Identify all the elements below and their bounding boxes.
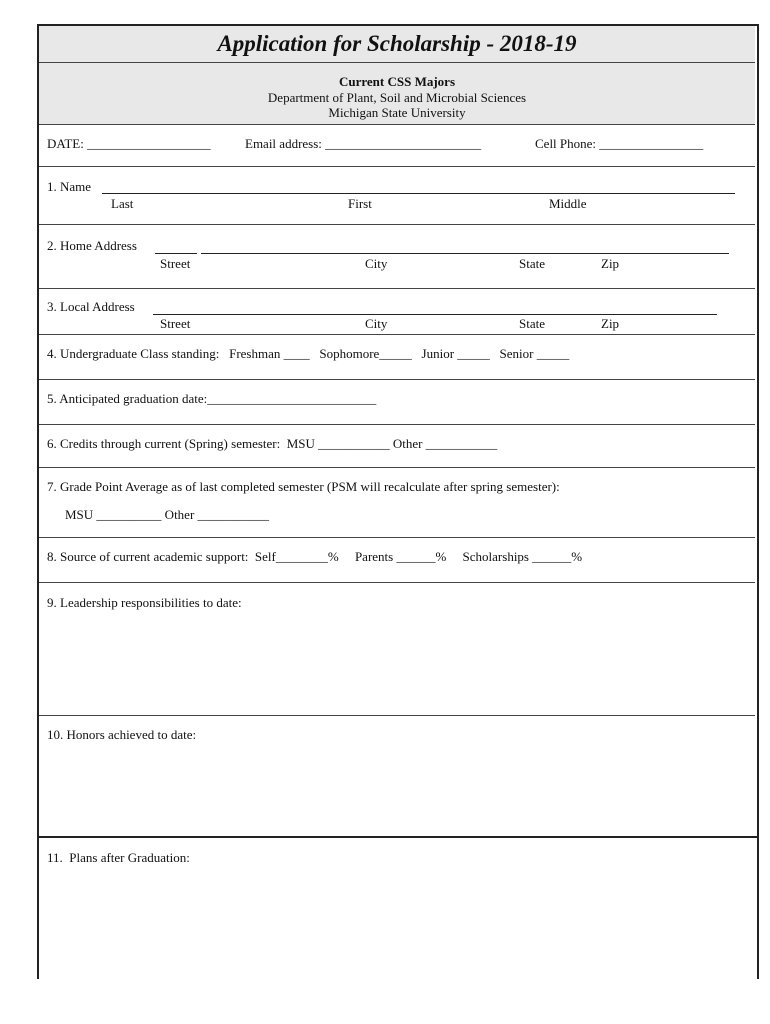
home-address-label: 2. Home Address: [47, 238, 137, 253]
name-input-line[interactable]: [102, 193, 735, 194]
graduation-date-row: [39, 380, 755, 425]
honors-row[interactable]: [39, 716, 755, 834]
scholarship-application-form: [37, 24, 757, 979]
local-address-row: [39, 289, 755, 335]
credits-row: [39, 425, 755, 468]
local-state-caption: State: [519, 316, 545, 331]
plans-label: 11. Plans after Graduation:: [47, 850, 190, 865]
home-zip-caption: Zip: [601, 256, 620, 271]
name-last-caption: Last: [111, 196, 134, 211]
leadership-row[interactable]: [39, 583, 755, 716]
honors-label: 10. Honors achieved to date:: [47, 727, 197, 742]
gpa-label: 7. Grade Point Average as of last completed semester (PSM will recalculate after spring semester):: [47, 479, 560, 494]
gpa-field[interactable]: MSU __________ Other ___________: [65, 507, 270, 522]
department-header: [39, 63, 755, 125]
date-field[interactable]: DATE: ___________________: [47, 136, 211, 151]
home-address-row: [39, 225, 755, 289]
name-middle-caption: Middle: [549, 196, 587, 211]
program-heading: Current CSS Majors: [338, 74, 456, 89]
name-label: 1. Name: [47, 179, 92, 194]
home-address-input-line-a[interactable]: [155, 253, 197, 254]
name-first-caption: First: [348, 196, 372, 211]
form-title: Application for Scholarship - 2018-19: [39, 26, 755, 63]
home-street-caption: Street: [160, 256, 191, 271]
local-street-caption: Street: [160, 316, 191, 331]
plans-row[interactable]: [39, 838, 755, 978]
credits-field[interactable]: 6. Credits through current (Spring) semester: MSU ___________ Other ___________: [47, 436, 498, 451]
name-row: [39, 167, 755, 225]
university-name: Michigan State University: [328, 105, 466, 120]
department-name: Department of Plant, Soil and Microbial Sciences: [267, 90, 527, 105]
contact-row: [39, 125, 755, 167]
local-address-label: 3. Local Address: [47, 299, 135, 314]
home-city-caption: City: [365, 256, 388, 271]
leadership-label: 9. Leadership responsibilities to date:: [47, 595, 242, 610]
home-address-input-line-b[interactable]: [201, 253, 729, 254]
class-standing-field[interactable]: 4. Undergraduate Class standing: Freshman ____ Sophomore_____ Junior _____ Senior _____: [47, 346, 570, 361]
graduation-date-field[interactable]: 5. Anticipated graduation date:__________________________: [47, 391, 377, 406]
academic-support-row: [39, 538, 755, 583]
local-zip-caption: Zip: [601, 316, 620, 331]
email-field[interactable]: Email address: ________________________: [245, 136, 482, 151]
local-city-caption: City: [365, 316, 388, 331]
class-standing-row: [39, 335, 755, 380]
cell-phone-field[interactable]: Cell Phone: ________________: [535, 136, 704, 151]
local-address-input-line[interactable]: [153, 314, 717, 315]
gpa-row: [39, 468, 755, 538]
home-state-caption: State: [519, 256, 545, 271]
academic-support-field[interactable]: 8. Source of current academic support: Self________% Parents ______% Scholarships ______%: [47, 549, 583, 564]
